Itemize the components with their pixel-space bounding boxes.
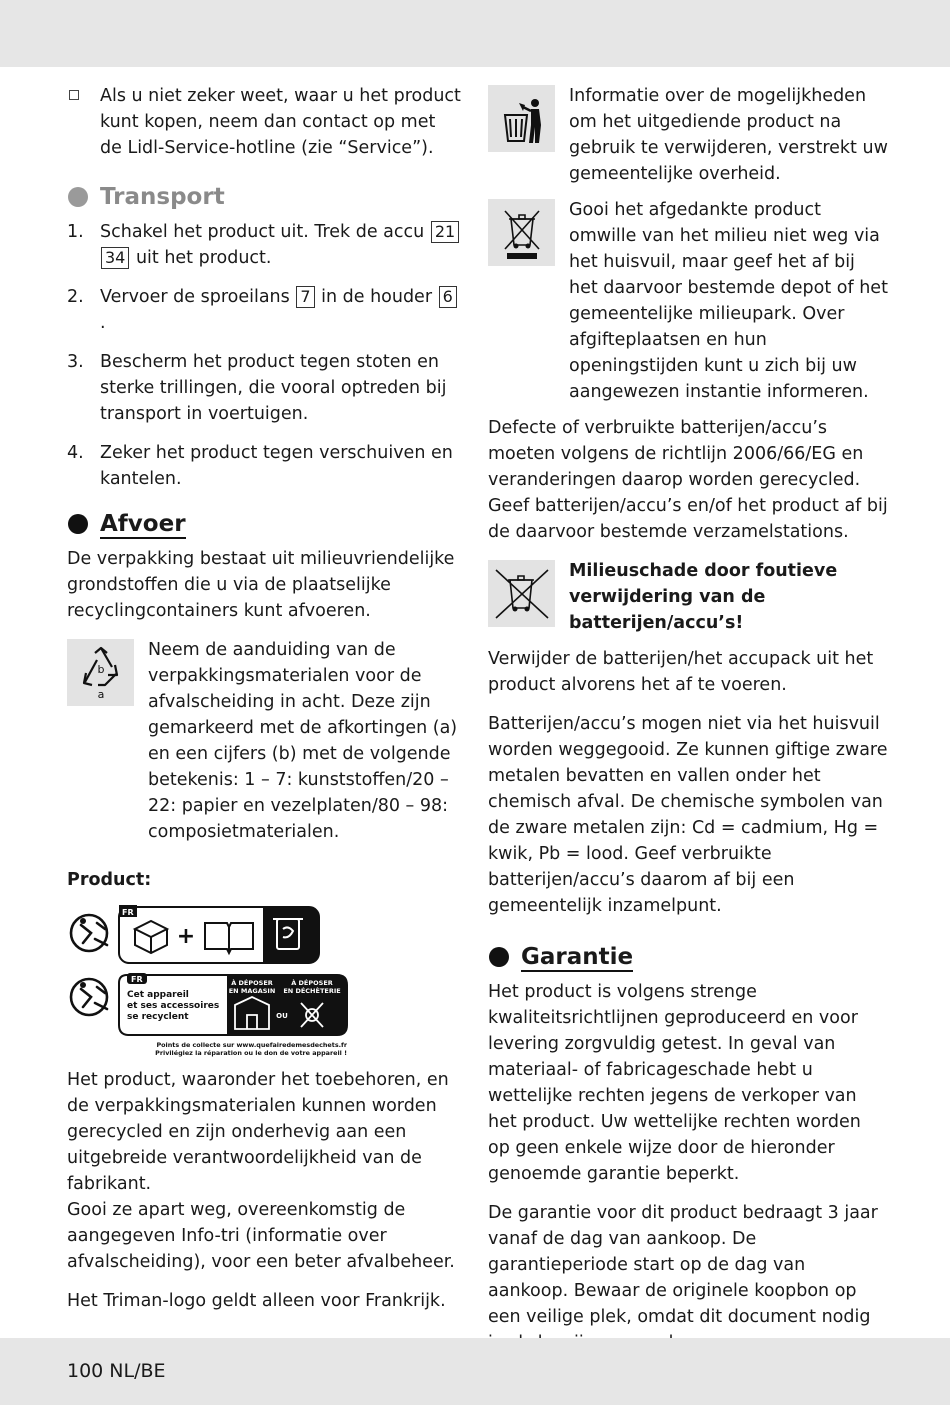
svg-text:et ses accessoires: et ses accessoires (127, 1001, 220, 1011)
svg-text:EN MAGASIN: EN MAGASIN (228, 987, 276, 995)
battery-chemical-text: Batterijen/accu’s mogen niet via het huisvuil worden weggegooid. Ze kunnen giftige zware metalen bevatten en vallen onder het chemisch afval. De chemische symbolen van de zware metalen zijn: Cd = cadmium, Hg = kwik, Pb = lood. Geef verbruikte batterijen/accu’s daarom af bij een gemeentelijk inzamelpunt. (488, 714, 888, 916)
weee-block: Gooi het afgedankte product omwille van het milieu niet weg via het huisvuil, maar geef het af bij het daarvoor bestemde depot of het gemeentelijke milieupark. Over afgifteplaatsen en hun openingstijden kunt u zich bij uw aangewezen instantie informeren. (488, 197, 888, 405)
afvoer-heading: Afvoer (67, 508, 462, 540)
ref-box: 7 (296, 286, 314, 308)
page-number: 100 NL/BE (67, 1360, 166, 1382)
crossed-bin-battery-icon (488, 560, 555, 627)
bullet-dot-icon (68, 514, 88, 534)
checkbox-square-icon (69, 90, 79, 100)
step-2: 2. Vervoer de sproeilans 7 in de houder 6. (67, 284, 462, 336)
svg-text:FR: FR (131, 975, 143, 984)
header-band (0, 0, 950, 67)
svg-text:Cet appareil: Cet appareil (127, 990, 189, 1000)
svg-text:Privilégiez la réparation ou l: Privilégiez la réparation ou le don de votre appareil ! (155, 1049, 347, 1057)
triman-packaging-icon (67, 903, 327, 965)
afvoer-intro: De verpakking bestaat uit milieuvriendelijke grondstoffen die u via de plaatselijke recyclingcontainers kunt afvoeren. (67, 549, 455, 621)
info-disposal-block: Informatie over de mogelijkheden om het uitgediende product na gebruik te verwijderen, verstrekt uw gemeentelijke overheid. (488, 83, 888, 187)
garantie-text-1: Het product is volgens strenge kwaliteitsrichtlijnen geproduceerd en voor levering zorgvuldig getest. In geval van materiaal- of fabricageschade hebt u wettelijke rechten jegens de verkoper van het product. Uw wettelijke rechten worden op geen enkele wijze door de hieronder genoemde garantie beperkt. (488, 982, 861, 1184)
step-1: 1. Schakel het product uit. Trek de accu 2134 uit het product. (67, 219, 462, 271)
svg-text:À DÉPOSER: À DÉPOSER (231, 979, 273, 987)
bullet-dot-icon (68, 187, 88, 207)
triman-note: Het Triman-logo geldt alleen voor Frankrijk. (67, 1291, 446, 1311)
triman-logo-appliance (67, 973, 462, 1059)
battery-directive-text: Defecte of verbruikte batterijen/accu’s moeten volgens de richtlijn 2006/66/EG en veranderingen daarop worden gerecycled. Geef batterijen/accu’s en/of het product af bij de daarvoor bestemde verzamelstations. (488, 418, 888, 542)
recycle-block: b a Neem de aanduiding van de verpakkingsmaterialen voor de afvalscheiding in acht. Deze zijn gemarkeerd met de afkortingen (a) en een cijfers (b) met de volgende betekenis: 1 – 7: kunststoffen/20 – 22: papier en vezelplaten/80 – 98: composietmaterialen. (67, 637, 462, 845)
svg-text:Points de collecte sur www.que: Points de collecte sur www.quefairedemesdechets.fr (156, 1041, 347, 1049)
recycle-triangle-icon (67, 639, 134, 706)
step-4: 4. Zeker het product tegen verschuiven en kantelen. (67, 443, 453, 489)
triman-appliance-icon (67, 973, 352, 1059)
ref-box: 6 (439, 286, 457, 308)
svg-text:+: + (176, 924, 196, 949)
bullet-dot-icon (489, 947, 509, 967)
crossed-bin-icon (488, 199, 555, 266)
triman-logo-packaging (67, 903, 462, 965)
battery-warning-block: Milieuschade door foutieve verwijdering van de batterijen/accu’s! (488, 558, 888, 636)
product-label: Product: (67, 870, 152, 890)
garantie-heading: Garantie (488, 941, 888, 973)
svg-text:OU: OU (276, 1012, 288, 1020)
step-3: 3. Bescherm het product tegen stoten en sterke trillingen, die vooral optreden bij transport in voertuigen. (67, 352, 447, 424)
svg-text:EN DÉCHÈTERIE: EN DÉCHÈTERIE (283, 987, 341, 995)
svg-text:FR: FR (122, 908, 134, 917)
right-column (488, 83, 888, 1369)
ref-box: 34 (101, 247, 129, 269)
trash-bin-person-icon (488, 85, 555, 152)
recycle-responsibility-text: Het product, waaronder het toebehoren, en de verpakkingsmaterialen kunnen worden gerecycled en zijn onderhevig aan een uitgebreide verantwoordelijkheid van de fabrikant. Gooi ze apart weg, overeenkomstig de aangegeven Info-tri (informatie over afvalscheiding), voor een beter afvalbeheer. (67, 1070, 455, 1272)
transport-heading: Transport (67, 181, 462, 213)
svg-text:a: a (97, 687, 104, 701)
hotline-bullet: Als u niet zeker weet, waar u het product kunt kopen, neem dan contact op met de Lidl-Service-hotline (zie “Service”). (67, 83, 462, 161)
battery-remove-text: Verwijder de batterijen/het accupack uit het product alvorens het af te voeren. (488, 649, 874, 695)
svg-text:À DÉPOSER: À DÉPOSER (291, 979, 333, 987)
svg-text:b: b (97, 662, 104, 676)
garantie-text-2: De garantie voor dit product bedraagt 3 jaar vanaf de dag van aankoop. De garantieperiode start op de dag van aankoop. Bewaar de originele koopbon op een veilige plek, omdat dit document nodig (488, 1203, 878, 1327)
ref-box: 21 (431, 221, 459, 243)
left-column (67, 83, 462, 1327)
svg-text:se recyclent: se recyclent (127, 1012, 189, 1022)
